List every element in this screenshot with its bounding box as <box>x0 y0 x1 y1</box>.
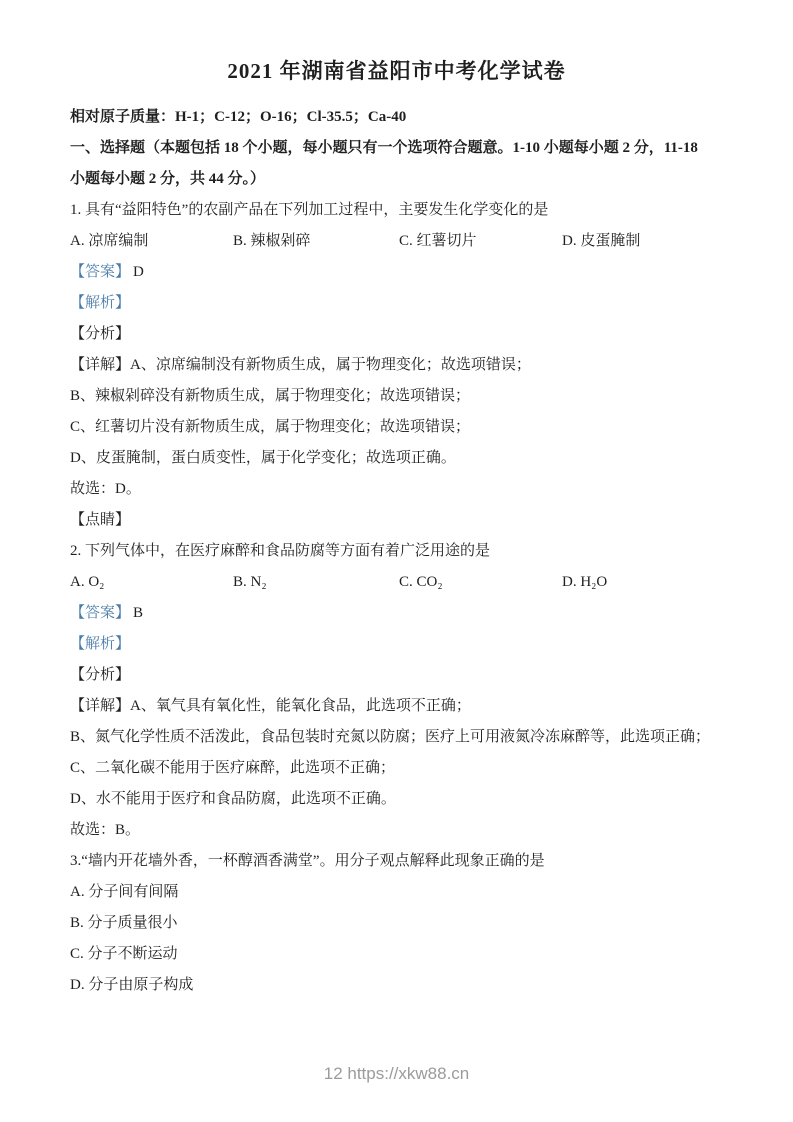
question-2-option-c: C. CO₂ <box>399 574 443 590</box>
jiexi-bracket-label: 【解析】 <box>70 636 131 652</box>
question-2-detail-a: A、氧气具有氧化性，能氧化食品，此选项不正确； <box>130 698 471 714</box>
answer-bracket-label: 【答案】 <box>70 264 131 280</box>
question-1-jiexi-line <box>70 293 723 313</box>
question-2-detail-c: C、二氧化碳不能用于医疗麻醉，此选项不正确； <box>70 760 396 776</box>
question-2-answer-line <box>70 603 723 623</box>
fenxi-bracket-label: 【分析】 <box>70 326 131 342</box>
question-3-option-b: B. 分子质量很小 <box>70 915 178 931</box>
page-footer-url: 12 https://xkw88.cn <box>323 1064 470 1083</box>
section-header-line2: 小题每小题 2 分，共 44 分。） <box>70 171 266 187</box>
section-header-line1: 一、选择题（本题包括 18 个小题，每小题只有一个选项符合题意。1-10 小题每小题 2 分，11-18 <box>70 140 698 156</box>
page-title: 2021 年湖南省益阳市中考化学试卷 <box>227 59 566 83</box>
question-2-option-b: B. N₂ <box>233 574 267 590</box>
atomic-mass-note: 相对原子质量：H-1；C-12；O-16；Cl-35.5；Ca-40 <box>70 109 407 125</box>
dianjing-bracket-label: 【点睛】 <box>70 512 131 528</box>
question-1-dianjing-line <box>70 510 723 530</box>
question-1-conclusion: 故选：D。 <box>70 481 141 497</box>
question-2-conclusion: 故选：B。 <box>70 822 141 838</box>
question-1-fenxi-line <box>70 324 723 344</box>
question-1-answer-value: D <box>133 264 144 280</box>
question-1-answer-line <box>70 262 723 282</box>
question-3-option-a: A. 分子间有间隔 <box>70 884 179 900</box>
question-1-detail-a: A、凉席编制没有新物质生成，属于物理变化；故选项错误； <box>130 357 531 373</box>
question-3-option-d: D. 分子由原子构成 <box>70 977 194 993</box>
question-2-answer-value: B <box>133 605 144 621</box>
question-2-stem: 2. 下列气体中，在医疗麻醉和食品防腐等方面有着广泛用途的是 <box>70 543 491 559</box>
question-2-detail-b: B、氮气化学性质不活泼此，食品包装时充氮以防腐；医疗上可用液氮冷冻麻醉等，此选项正确； <box>70 729 711 745</box>
question-1-stem: 1. 具有“益阳特色”的农副产品在下列加工过程中，主要发生化学变化的是 <box>70 202 549 218</box>
question-1-option-d: D. 皮蛋腌制 <box>562 233 641 249</box>
question-2-option-a: A. O₂ <box>70 574 105 590</box>
question-2-fenxi-line <box>70 665 723 685</box>
question-2-jiexi-line <box>70 634 723 654</box>
question-1-option-a: A. 凉席编制 <box>70 233 149 249</box>
question-2-option-d: D. H₂O <box>562 574 608 590</box>
detail-bracket-label: 【详解】 <box>70 357 131 373</box>
fenxi-bracket-label: 【分析】 <box>70 667 131 683</box>
answer-bracket-label: 【答案】 <box>70 605 131 621</box>
question-2-options <box>70 572 723 592</box>
question-3-stem: 3.“墙内开花墙外香，一杯醇酒香满堂”。用分子观点解释此现象正确的是 <box>70 853 545 869</box>
question-3-option-c: C. 分子不断运动 <box>70 946 178 962</box>
question-1-detail-c: C、红薯切片没有新物质生成，属于物理变化；故选项错误； <box>70 419 471 435</box>
question-1-option-b: B. 辣椒剁碎 <box>233 233 311 249</box>
question-2-detail-line-a <box>70 696 723 716</box>
question-2-detail-d: D、水不能用于医疗和食品防腐，此选项不正确。 <box>70 791 396 807</box>
question-1-option-c: C. 红薯切片 <box>399 233 477 249</box>
question-1-detail-d: D、皮蛋腌制，蛋白质变性，属于化学变化；故选项正确。 <box>70 450 456 466</box>
detail-bracket-label: 【详解】 <box>70 698 131 714</box>
jiexi-bracket-label: 【解析】 <box>70 295 131 311</box>
question-1-options <box>70 231 723 251</box>
question-1-detail-line-a <box>70 355 723 375</box>
question-1-detail-b: B、辣椒剁碎没有新物质生成，属于物理变化；故选项错误； <box>70 388 471 404</box>
